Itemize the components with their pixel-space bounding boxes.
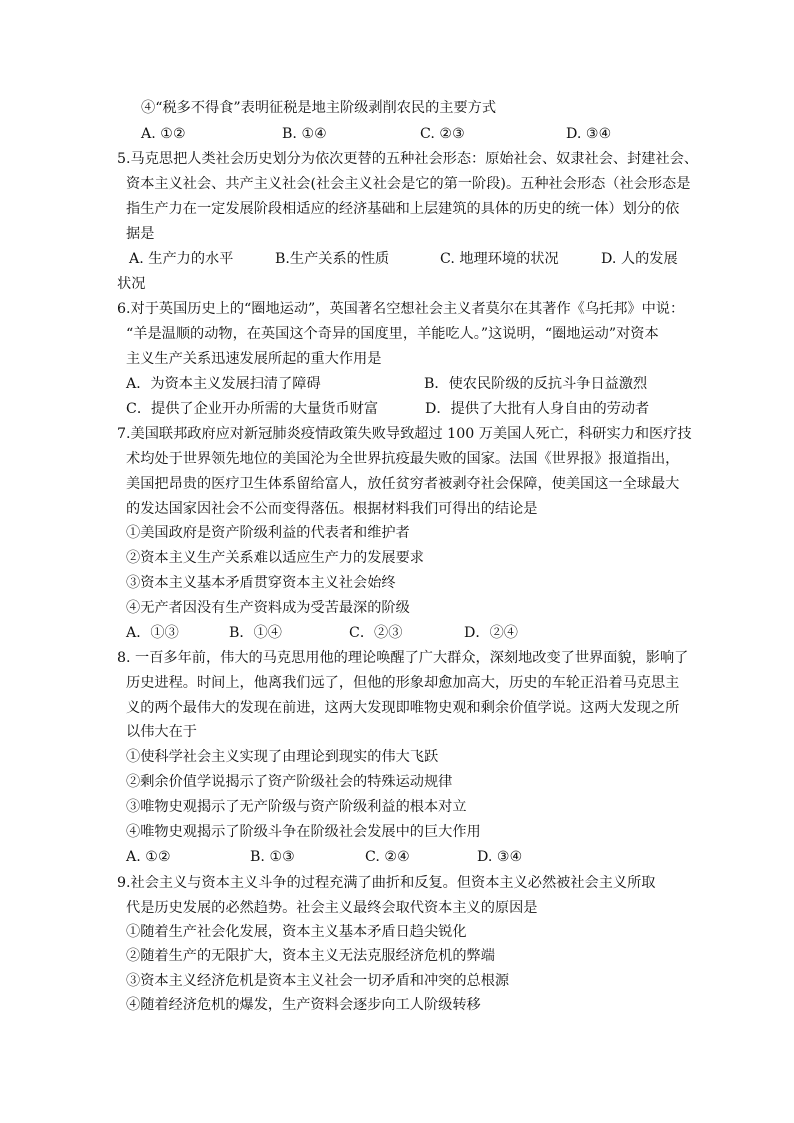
q8-stem-line-1: 8. 一百多年前，伟大的马克思用他的理论唤醒了广大群众，深刻地改变了世界面貌，影响了 xyxy=(117,650,689,666)
q9-stem-line-1: 9.社会主义与资本主义斗争的过程充满了曲折和反复。但资本主义必然被社会主义所取 xyxy=(117,875,656,891)
q6-stem-line-2: “羊是温顺的动物，在英国这个奇异的国度里，羊能吃人。”这说明，“圈地运动”对资本 xyxy=(126,326,659,342)
q7-item-1: ①美国政府是资产阶级利益的代表者和维护者 xyxy=(126,525,410,541)
q7-option-b: B．①④ xyxy=(229,625,282,641)
q4-option-b: B. ①④ xyxy=(282,126,327,142)
q7-item-3: ③资本主义基本矛盾贯穿资本主义社会始终 xyxy=(126,575,396,591)
q4-option-a: A. ①② xyxy=(141,126,186,142)
q7-option-d: D．②④ xyxy=(464,625,518,641)
q9-item-2: ②随着生产的无限扩大，资本主义无法克服经济危机的弊端 xyxy=(126,948,495,964)
q5-option-d: D. 人的发展 xyxy=(601,251,678,267)
q6-stem-line-1: 6.对于英国历史上的“圈地运动”，英国著名空想社会主义者莫尔在其著作《乌托邦》中说： xyxy=(117,301,685,317)
q7-option-a: A．①③ xyxy=(126,625,179,641)
q8-stem-line-4: 以伟大在于 xyxy=(126,724,197,740)
q8-item-2: ②剩余价值学说揭示了资产阶级社会的特殊运动规律 xyxy=(126,774,453,790)
q6-option-b: B．使农民阶级的反抗斗争日益激烈 xyxy=(424,376,648,392)
q6-stem-line-3: 主义生产关系迅速发展所起的重大作用是 xyxy=(126,351,382,367)
q4-option-d: D. ③④ xyxy=(566,126,612,142)
q9-stem-line-2: 代是历史发展的必然趋势。社会主义最终会取代资本主义的原因是 xyxy=(126,900,538,916)
q4-option-c: C. ②③ xyxy=(420,126,465,142)
q4-item-4: ④“税多不得食”表明征税是地主阶级剥削农民的主要方式 xyxy=(141,100,497,116)
q6-option-c: C．提供了企业开办所需的大量货币财富 xyxy=(126,401,379,417)
q5-option-d-wrap: 状况 xyxy=(117,276,146,292)
q5-stem-line-4: 据是 xyxy=(126,226,155,242)
q6-option-a: A．为资本主义发展扫清了障碍 xyxy=(126,376,321,392)
q8-item-3: ③唯物史观揭示了无产阶级与资产阶级利益的根本对立 xyxy=(126,799,467,815)
q6-option-d: D．提供了大批有人身自由的劳动者 xyxy=(425,401,650,417)
q8-option-b: B. ①③ xyxy=(250,849,295,865)
q7-option-c: C．②③ xyxy=(349,625,403,641)
q5-option-b: B.生产关系的性质 xyxy=(275,251,390,267)
q8-option-a: A. ①② xyxy=(126,849,171,865)
q8-option-d: D. ③④ xyxy=(477,849,523,865)
q5-option-a: A. 生产力的水平 xyxy=(129,251,234,267)
q5-option-c: C. 地理环境的状况 xyxy=(440,251,559,267)
q5-stem-line-1: 5.马克思把人类社会历史划分为依次更替的五种社会形态：原始社会、奴隶社会、封建社会、 xyxy=(117,151,699,167)
q7-stem-line-4: 的发达国家因社会不公而变得落伍。根据材料我们可得出的结论是 xyxy=(126,501,538,517)
q5-stem-line-2: 资本主义社会、共产主义社会(社会主义社会是它的第一阶段)。五种社会形态（社会形态是 xyxy=(126,176,691,192)
q7-stem-line-3: 美国把昂贵的医疗卫生体系留给富人，放任贫穷者被剥夺社会保障，使美国这一全球最大 xyxy=(126,476,680,492)
q8-item-4: ④唯物史观揭示了阶级斗争在阶级社会发展中的巨大作用 xyxy=(126,824,481,840)
q5-stem-line-3: 指生产力在一定发展阶段相适应的经济基础和上层建筑的具体的历史的统一体）划分的依 xyxy=(126,201,680,217)
q7-stem-line-1: 7.美国联邦政府应对新冠肺炎疫情政策失败导致超过 100 万美国人死亡，科研实力和医疗技 xyxy=(117,426,692,442)
q9-item-3: ③资本主义经济危机是资本主义社会一切矛盾和冲突的总根源 xyxy=(126,973,510,989)
q9-item-4: ④随着经济危机的爆发，生产资料会逐步向工人阶级转移 xyxy=(126,997,481,1013)
q8-stem-line-2: 历史进程。时间上，他离我们远了，但他的形象却愈加高大，历史的车轮正沿着马克思主 xyxy=(126,675,680,691)
q8-item-1: ①使科学社会主义实现了由理论到现实的伟大飞跃 xyxy=(126,749,439,765)
q7-item-2: ②资本主义生产关系难以适应生产力的发展要求 xyxy=(126,550,424,566)
q8-stem-line-3: 义的两个最伟大的发现在前进，这两大发现即唯物史观和剩余价值学说。这两大发现之所 xyxy=(126,700,680,716)
q8-option-c: C. ②④ xyxy=(365,849,410,865)
q7-stem-line-2: 术均处于世界领先地位的美国沦为全世界抗疫最失败的国家。法国《世界报》报道指出， xyxy=(126,451,680,467)
q9-item-1: ①随着生产社会化发展，资本主义基本矛盾日趋尖锐化 xyxy=(126,924,467,940)
q7-item-4: ④无产者因没有生产资料成为受苦最深的阶级 xyxy=(126,600,410,616)
